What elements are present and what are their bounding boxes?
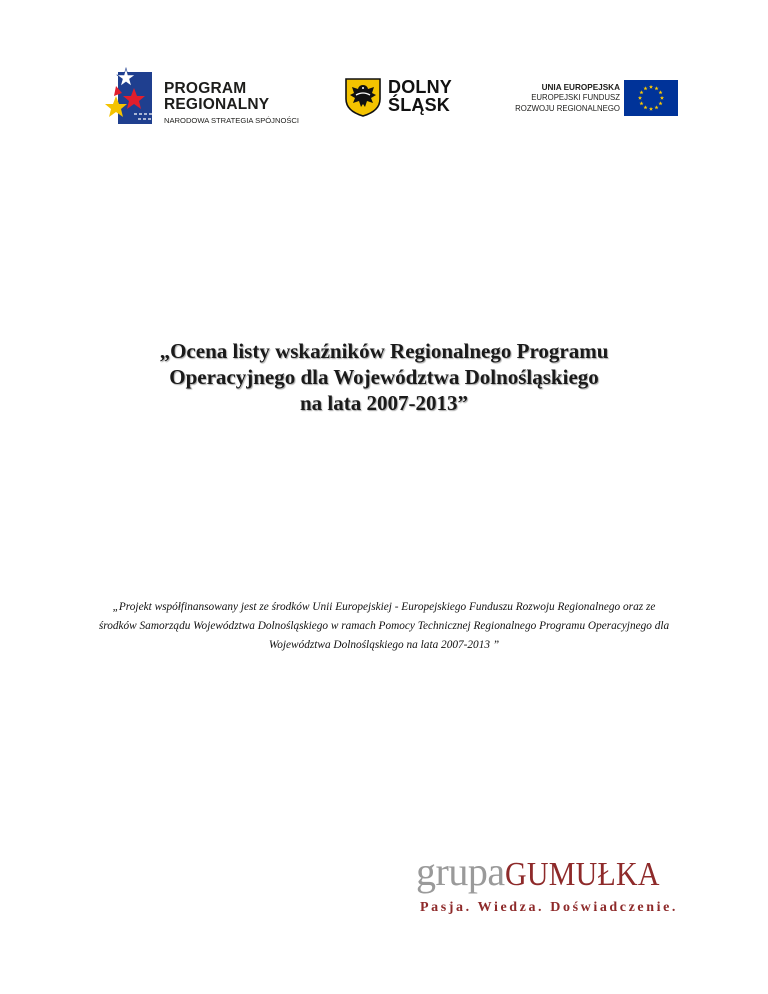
dolny-slask-line2: ŚLĄSK <box>388 95 451 115</box>
brand-word-gumulka: GUMUŁKA <box>504 856 660 893</box>
title-line1: „Ocena listy wskaźników Regionalnego Programu <box>159 339 609 363</box>
ue-logo-text <box>515 82 620 114</box>
dolny-slask-line1: DOLNY <box>388 77 452 97</box>
title-line2: Operacyjnego dla Województwa Dolnośląskiego <box>169 365 599 389</box>
cofinancing-note <box>40 598 728 655</box>
title-line3: na lata 2007-2013” <box>300 391 468 415</box>
grupa-gumulka-logo <box>416 848 716 928</box>
brand-word-grupa: grupa <box>416 849 505 894</box>
ue-logo-line3: ROZWOJU REGIONALNEGO <box>515 103 620 113</box>
stars-flag-icon <box>104 66 160 128</box>
ue-logo-line1: UNIA EUROPEJSKA <box>541 83 620 92</box>
eagle-coat-of-arms-icon <box>344 77 382 117</box>
program-logo-line1: PROGRAM <box>164 80 247 97</box>
footnote-line1: „Projekt współfinansowany jest ze środków Unii Europejskiej - Europejskiego Funduszu Rozwoju Regionalnego oraz ze <box>112 601 656 613</box>
brand-tagline: Pasja. Wiedza. Doświadczenie. <box>420 900 679 915</box>
eu-flag-icon <box>624 80 678 116</box>
unia-europejska-logo <box>506 80 678 120</box>
program-regionalny-logo <box>104 66 310 130</box>
program-logo-line2: REGIONALNY <box>164 96 270 113</box>
program-logo-line3: NARODOWA STRATEGIA SPÓJNOŚCI <box>164 116 300 125</box>
footnote-line2: środków Samorządu Województwa Dolnośląskiego w ramach Pomocy Technicznej Regionalnego Programu Operacyjnego dla <box>98 620 670 632</box>
dolny-slask-logo <box>344 77 474 117</box>
footnote-line3: Województwa Dolnośląskiego na lata 2007-2013 ” <box>268 639 500 651</box>
document-title <box>60 338 708 416</box>
brand-wordmark <box>416 848 680 895</box>
ue-logo-line2: EUROPEJSKI FUNDUSZ <box>531 93 620 102</box>
